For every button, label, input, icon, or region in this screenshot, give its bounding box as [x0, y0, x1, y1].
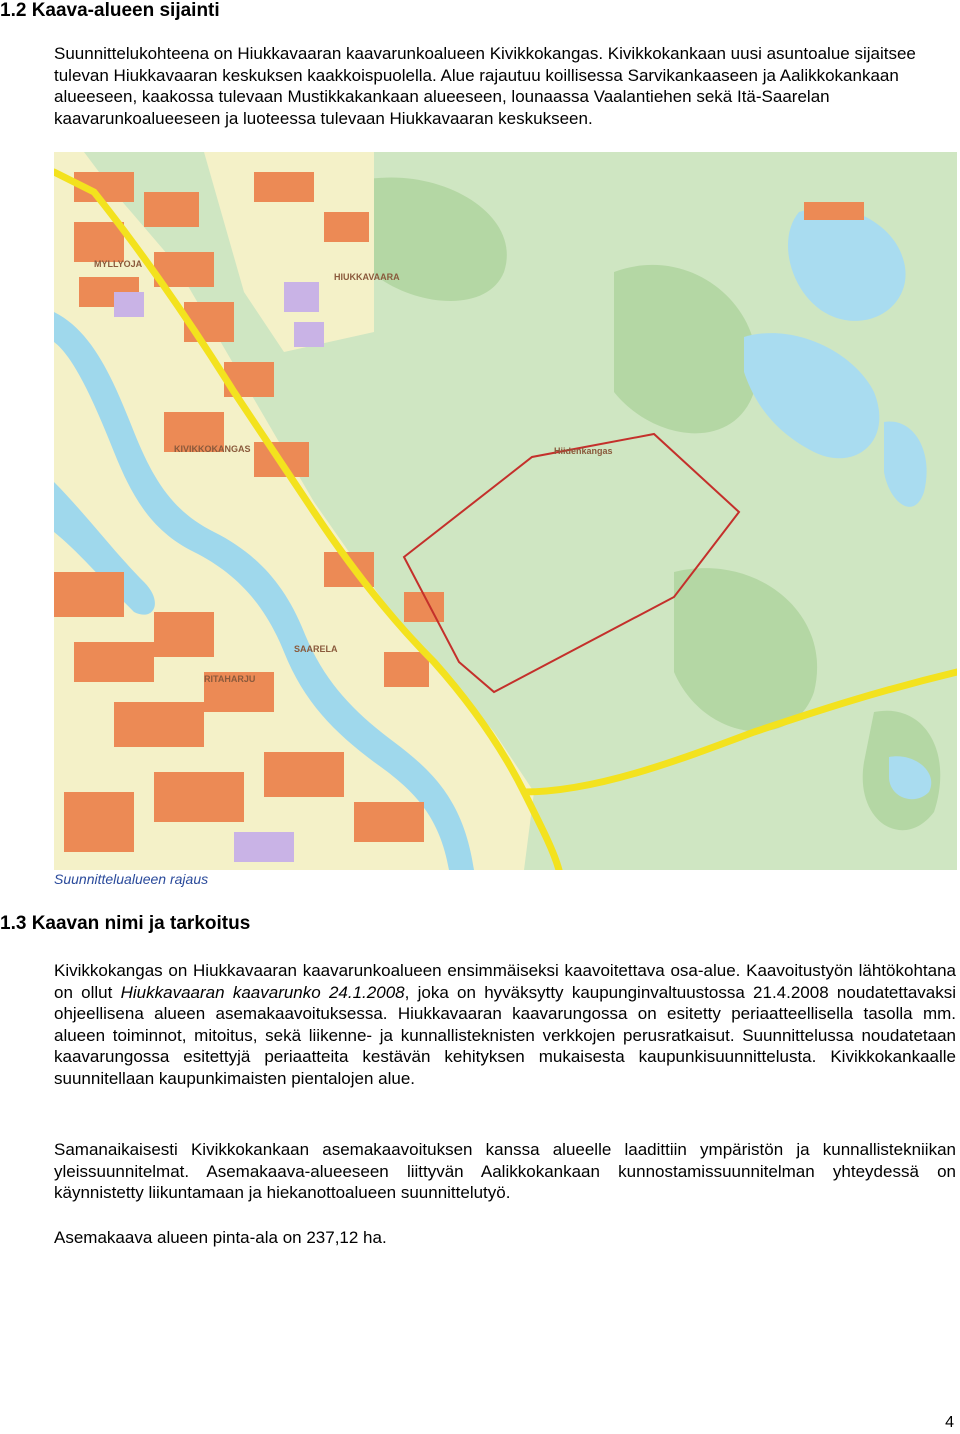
page-number: 4 [945, 1414, 954, 1431]
purpose-reference: Hiukkavaaran kaavarunko 24.1.2008 [120, 982, 405, 1002]
map-graphic [54, 152, 957, 870]
building-block [804, 202, 864, 220]
purpose-text: Kivikkokangas on Hiukkavaaran kaavarunkoalueen ensimmäiseksi kaavoitettava osa-alue. Kaavoitustyön lähtökohtana on ollut [54, 961, 956, 1002]
location-paragraph: Suunnittelukohteena on Hiukkavaaran kaavarunkoalueen Kivikkokangas. Kivikkokankaan uusi asuntoalue sijaitsee tulevan Hiukkavaaran keskuksen kaakkoispuolella. Alue rajautuu koillisessa Sarvikankaaseen ja Aalikkokankaan alueeseen, kaakossa tulevaan Mustikkakankaan alueeseen, lounaassa Vaalantiehen sekä Itä-Saarelan kaavarunkoalueeseen ja luoteessa tulevaan Hiukkavaaran keskukseen. [54, 44, 916, 128]
building-block [74, 222, 124, 262]
map-caption: Suunnittelualueen rajaus [54, 871, 209, 887]
map-label: MYLLYOJA [94, 259, 143, 269]
building-block [54, 572, 124, 617]
building-block [144, 192, 199, 227]
building-block [264, 752, 344, 797]
public-building [114, 292, 144, 317]
building-block [254, 172, 314, 202]
area-size-paragraph: Asemakaava alueen pinta-ala on 237,12 ha. [54, 1228, 387, 1247]
building-block [154, 612, 214, 657]
building-block [324, 212, 369, 242]
building-block [114, 702, 204, 747]
map-label: RITAHARJU [204, 674, 256, 684]
map-label: KIVIKKOKANGAS [174, 444, 251, 454]
building-block [154, 772, 244, 822]
map-label: HIUKKAVAARA [334, 272, 400, 282]
section-heading-location: 1.2 Kaava-alueen sijainti [0, 0, 220, 21]
public-building [234, 832, 294, 862]
public-building [284, 282, 319, 312]
purpose-text: , joka on hyväksytty kaupunginvaltuustossa 21.4.2008 noudatettavaksi ohjeellisena alueen asemakaavoituksessa. Hiukkavaaran kaavarungossa on esitetty periaatteellisella tasolla mm. alueen toiminnot, mitoitus, sekä liikenne- ja kunnallisteknisten verkkojen perusratkaisut. Suunnittelussa noudatetaan kaavarungossa esitettyjä periaatteita kestävän kehityksen mukaisesta kaupunkisuunnittelusta. Kivikkokankaalle suunnitellaan kaupunkimaisten pientalojen alue. [54, 982, 957, 1088]
building-block [74, 642, 154, 682]
building-block [64, 792, 134, 852]
map-label: Hiidenkangas [554, 446, 613, 456]
map-label: SAARELA [294, 644, 338, 654]
building-block [384, 652, 429, 687]
section-heading-purpose: 1.3 Kaavan nimi ja tarkoitus [0, 913, 251, 934]
location-map [54, 152, 957, 870]
public-building [294, 322, 324, 347]
building-block [354, 802, 424, 842]
purpose-paragraph-1 [54, 960, 956, 1090]
purpose-paragraph-2: Samanaikaisesti Kivikkokankaan asemakaavoituksen kanssa alueelle laadittiin ympäristön ja kunnallistekniikan yleissuunnitelmat. Asemakaava-alueeseen liittyvän Aalikkokankaan kunnostamissuunnitelman yhteydessä on käynnistetty liikuntamaan ja hiekanottoalueen suunnittelutyö. [54, 1140, 956, 1203]
